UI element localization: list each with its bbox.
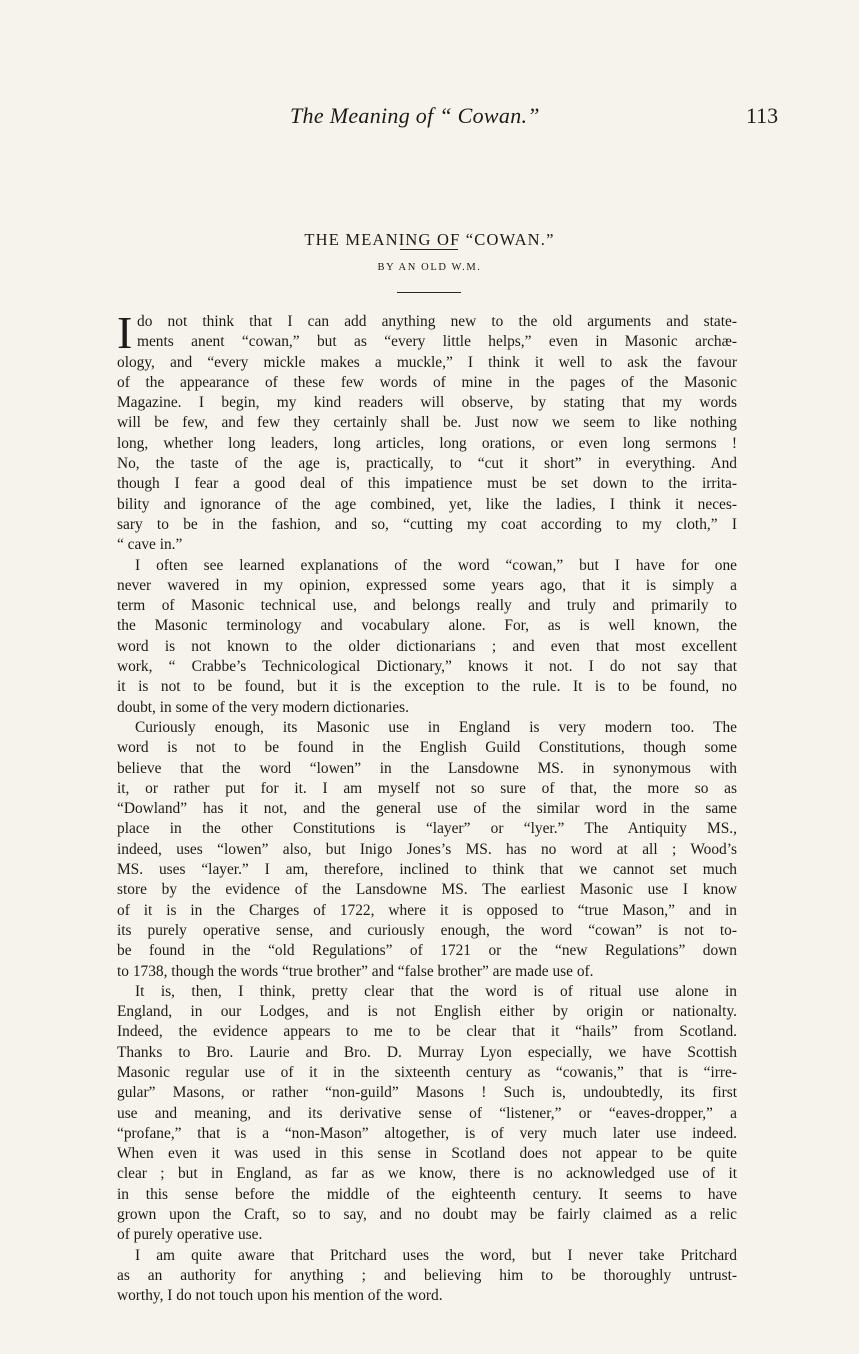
drop-cap: I: [117, 307, 133, 358]
text-line: indeed, uses “lowen” also, but Inigo Jones’s MS. has no word at all ; Wood’s: [117, 840, 737, 858]
text-line: be found in the “old Regulations” of 1721 or the “new Regulations” down: [117, 942, 737, 960]
running-title: The Meaning of “ Cowan.”: [290, 103, 540, 128]
text-line: will be few, and few they certainly shall be. Just now we seem to like nothing: [117, 414, 737, 432]
text-line: term of Masonic technical use, and belongs really and truly and primarily to: [117, 597, 737, 615]
page-number: 113: [746, 103, 779, 128]
text-line: Masonic regular use of it in the sixteenth century as “cowanis,” that is “irre-: [117, 1063, 737, 1081]
text-line: “profane,” that is a “non-Mason” altogether, is of very much later use indeed.: [117, 1124, 737, 1142]
text-line: I often see learned explanations of the word “cowan,” but I have for one: [135, 556, 737, 574]
text-line: word is not to be found in the English Guild Constitutions, though some: [117, 739, 737, 757]
text-line: Indeed, the evidence appears to me to be clear that it “hails” from Scotland.: [117, 1023, 737, 1041]
text-line: of it is in the Charges of 1722, where it is opposed to “true Mason,” and in: [117, 901, 737, 919]
text-line: word is not known to the older dictionarians ; and even that most excellent: [117, 637, 737, 655]
text-line: it, or rather put for it. I am myself not so sure of that, the more so as: [117, 779, 737, 797]
text-line: “ cave in.”: [117, 536, 183, 554]
text-line: work, “ Crabbe’s Technicological Dictionary,” knows it not. I do not say that: [117, 658, 737, 676]
text-line: Curiously enough, its Masonic use in England is very modern too. The: [135, 718, 737, 736]
text-line: never wavered in my opinion, expressed some years ago, that it is simply a: [117, 576, 737, 594]
text-line: sary to be in the fashion, and so, “cutting my coat according to my cloth,” I: [117, 515, 737, 533]
text-line: store by the evidence of the Lansdowne MS. The earliest Masonic use I know: [117, 881, 737, 899]
text-line: MS. uses “layer.” I am, therefore, inclined to think that we cannot set much: [117, 861, 737, 879]
text-line: It is, then, I think, pretty clear that the word is of ritual use alone in: [135, 982, 737, 1000]
text-line: in this sense before the middle of the eighteenth century. It seems to have: [117, 1185, 737, 1203]
text-line: believe that the word “lowen” in the Lansdowne MS. in synonymous with: [117, 759, 737, 777]
text-line: gular” Masons, or rather “non-guild” Masons ! Such is, undoubtedly, its first: [117, 1084, 737, 1102]
text-line: Thanks to Bro. Laurie and Bro. D. Murray Lyon especially, we have Scottish: [117, 1043, 737, 1061]
text-line: “Dowland” has it not, and the general use of the similar word in the same: [117, 800, 737, 818]
text-line: ments anent “cowan,” but as “every little helps,” even in Masonic archæ-: [137, 333, 737, 351]
text-line: England, in our Lodges, and is not English either by origin or nationalty.: [117, 1003, 737, 1021]
text-line: place in the other Constitutions is “layer” or “lyer.” The Antiquity MS.,: [117, 820, 737, 838]
text-line: to 1738, though the words “true brother” and “false brother” are made use of.: [117, 962, 594, 980]
text-line: No, the taste of the age is, practically, to “cut it short” in everything. And: [117, 455, 737, 473]
text-line: doubt, in some of the very modern dictionaries.: [117, 698, 409, 716]
article-title: THE MEANING OF “COWAN.”: [304, 230, 555, 249]
article-body: [117, 307, 737, 1307]
text-line: bility and ignorance of the age combined, yet, like the ladies, I think it neces-: [117, 495, 737, 513]
text-line: its purely operative sense, and curiously enough, the word “cowan” is not to-: [117, 921, 737, 939]
text-line: use and meaning, and its derivative sense of “listener,” or “eaves-dropper,” a: [117, 1104, 737, 1122]
text-line: clear ; but in England, as far as we know, there is no acknowledged use of it: [117, 1165, 737, 1183]
text-line: I am quite aware that Pritchard uses the word, but I never take Pritchard: [135, 1246, 737, 1264]
byline-rule: [397, 292, 461, 293]
text-line: worthy, I do not touch upon his mention of the word.: [117, 1287, 443, 1305]
text-line: the Masonic terminology and vocabulary alone. For, as is well known, the: [117, 617, 737, 635]
text-line: of the appearance of these few words of mine in the pages of the Masonic: [117, 373, 737, 391]
byline: BY AN OLD W.M.: [377, 262, 482, 273]
text-line: it is not to be found, but it is the exception to the rule. It is to be found, no: [117, 678, 737, 696]
title-rule: [400, 249, 458, 250]
text-line: of purely operative use.: [117, 1226, 263, 1244]
text-line: as an authority for anything ; and believing him to be thoroughly untrust-: [117, 1266, 737, 1284]
text-line: grown upon the Craft, so to say, and no doubt may be fairly claimed as a relic: [117, 1206, 737, 1224]
text-line: Magazine. I begin, my kind readers will observe, by stating that my words: [117, 394, 737, 412]
text-line: long, whether long leaders, long articles, long orations, or even long sermons !: [117, 434, 737, 452]
running-head: [0, 103, 859, 133]
text-line: do not think that I can add anything new to the old arguments and state-: [137, 313, 737, 330]
text-line: When even it was used in this sense in Scotland does not appear to be quite: [117, 1145, 737, 1163]
text-line: ology, and “every mickle makes a muckle,” I think it well to ask the favour: [117, 353, 737, 371]
text-line: though I fear a good deal of this impatience must be set down to the irrita-: [117, 475, 737, 493]
